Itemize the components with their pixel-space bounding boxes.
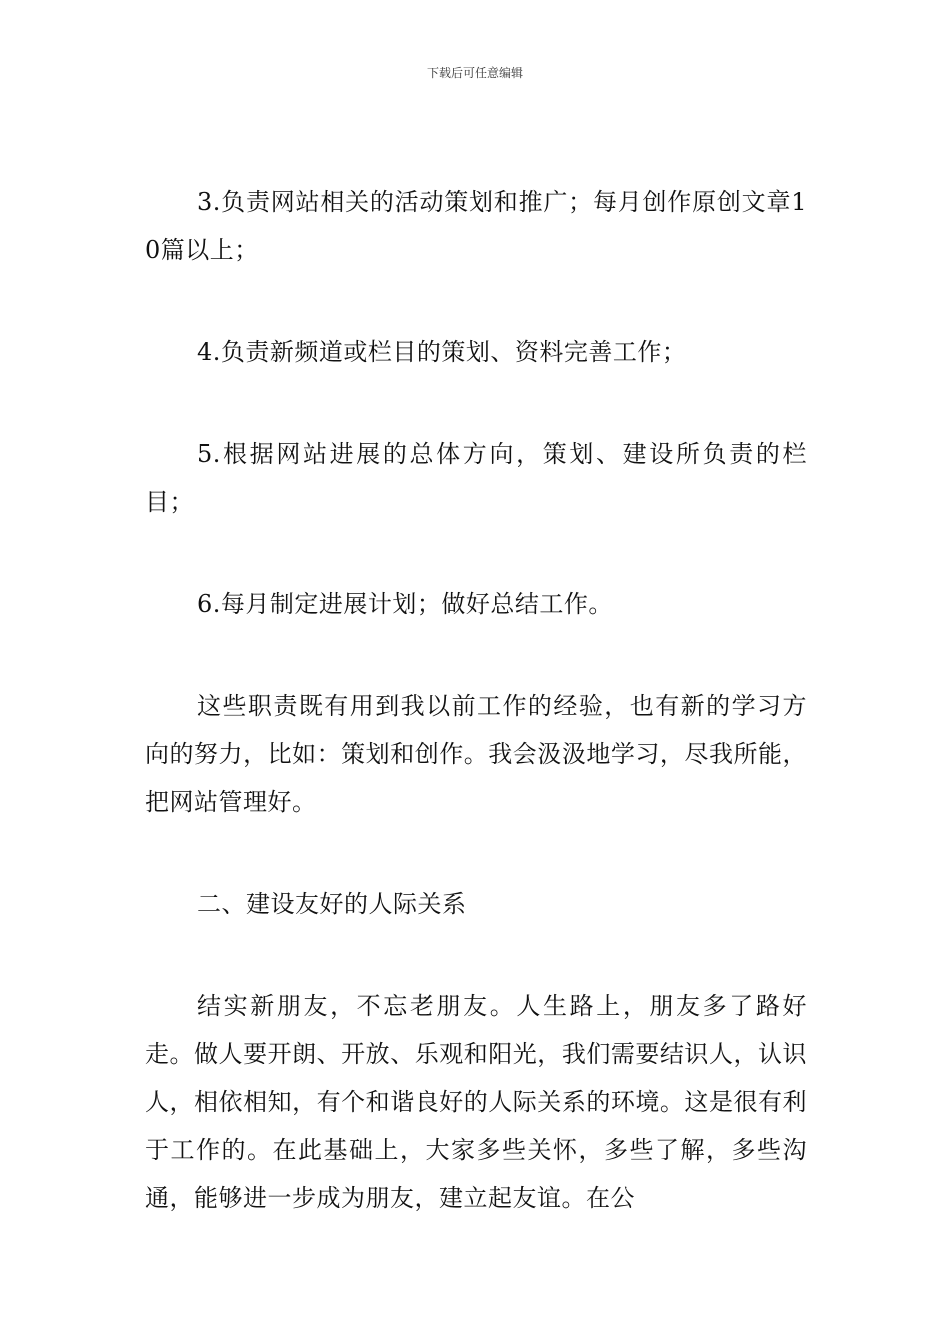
page-header-note: 下载后可任意编辑 bbox=[426, 66, 523, 80]
paragraph-duties-summary: 这些职责既有用到我以前工作的经验，也有新的学习方向的努力，比如：策划和创作。我会汲汲地学习，尽我所能，把网站管理好。 bbox=[145, 692, 807, 816]
section-heading: 二、建设友好的人际关系 bbox=[197, 890, 467, 918]
paragraph-item-3: 3.负责网站相关的活动策划和推广；每月创作原创文章10篇以上； bbox=[145, 188, 807, 264]
paragraph-item-6: 6.每月制定进展计划；做好总结工作。 bbox=[197, 590, 613, 618]
paragraph-relationships: 结实新朋友，不忘老朋友。人生路上，朋友多了路好走。做人要开朗、开放、乐观和阳光，我们需要结识人，认识人，相依相知，有个和谐良好的人际关系的环境。这是很有利于工作的。在此基础上，大家多些关怀，多些了解，多些沟通，能够进一步成为朋友，建立起友谊。在公 bbox=[145, 992, 807, 1212]
paragraph-item-5: 5.根据网站进展的总体方向，策划、建设所负责的栏目； bbox=[145, 440, 807, 516]
paragraph-item-4: 4.负责新频道或栏目的策划、资料完善工作； bbox=[197, 338, 687, 366]
document-body bbox=[145, 178, 807, 1222]
